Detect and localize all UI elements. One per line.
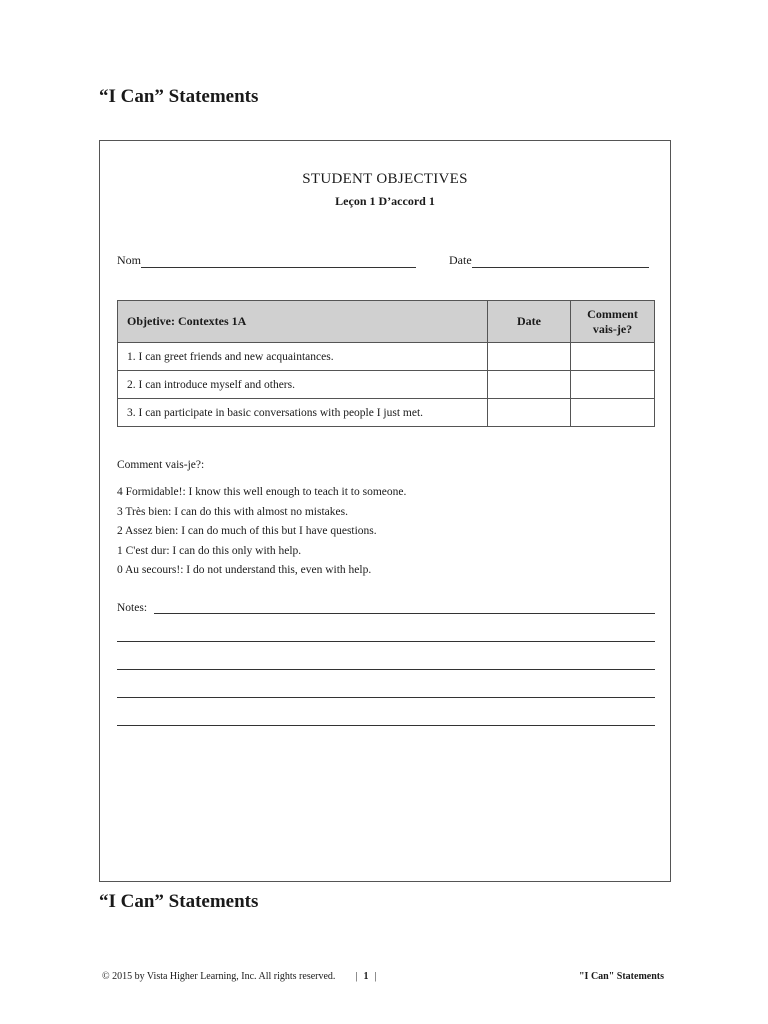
objectives-table	[117, 300, 655, 427]
notes-line[interactable]	[117, 614, 655, 642]
scale-item: 0 Au secours!: I do not understand this, even with help.	[117, 564, 372, 577]
scale-item: 4 Formidable!: I know this well enough to teach it to someone.	[117, 486, 407, 498]
header-comment-line1: Comment	[587, 306, 638, 321]
date-field[interactable]	[449, 253, 649, 268]
scale-item: 2 Assez bien: I can do much of this but I have questions.	[117, 525, 377, 538]
footer-copyright: © 2015 by Vista Higher Learning, Inc. All rights reserved.	[102, 971, 336, 982]
objective-cell: 2. I can introduce myself and others.	[118, 371, 488, 399]
table-row	[118, 371, 655, 399]
header-objective: Objetive: Contextes 1A	[118, 301, 488, 343]
header-comment-line2: vais-je?	[592, 321, 633, 336]
notes-line[interactable]	[117, 642, 655, 670]
date-line[interactable]	[472, 253, 649, 268]
date-cell[interactable]	[488, 371, 571, 399]
table-row	[118, 343, 655, 371]
comment-cell[interactable]	[571, 371, 655, 399]
scale-item: 3 Très bien: I can do this with almost no mistakes.	[117, 505, 348, 518]
notes-line[interactable]	[117, 698, 655, 726]
lesson-subtitle: Leçon 1 D’accord 1	[335, 194, 435, 208]
header-date: Date	[488, 301, 571, 343]
student-objectives-box	[99, 140, 671, 882]
page-heading-bottom: “I Can” Statements	[99, 891, 259, 912]
comment-cell[interactable]	[571, 343, 655, 371]
notes-line[interactable]	[154, 599, 655, 614]
notes-label: Notes:	[117, 602, 148, 614]
notes-line[interactable]	[117, 670, 655, 698]
header-comment	[571, 301, 655, 343]
rating-scale	[117, 459, 406, 581]
notes-section	[117, 599, 655, 726]
footer-title: "I Can" Statements	[579, 971, 664, 982]
objective-cell: 3. I can participate in basic conversations with people I just met.	[118, 399, 488, 427]
footer-page-number: | 1 |	[355, 971, 377, 982]
date-cell[interactable]	[488, 343, 571, 371]
table-row	[118, 399, 655, 427]
page-footer	[102, 971, 664, 982]
name-label: Nom	[117, 253, 141, 267]
scale-list	[117, 483, 406, 581]
page-number-value: 1	[363, 971, 369, 982]
table-header-row	[118, 301, 655, 343]
name-line[interactable]	[141, 253, 416, 268]
box-title: STUDENT OBJECTIVES	[302, 171, 468, 187]
comment-cell[interactable]	[571, 399, 655, 427]
date-cell[interactable]	[488, 399, 571, 427]
scale-heading: Comment vais-je?:	[117, 459, 205, 471]
date-label: Date	[449, 253, 472, 267]
page-heading-top: “I Can” Statements	[99, 86, 259, 107]
scale-item: 1 C'est dur: I can do this only with help.	[117, 544, 302, 557]
name-field[interactable]	[117, 253, 416, 268]
objective-cell: 1. I can greet friends and new acquaintances.	[118, 343, 488, 371]
notes-first-row	[117, 599, 655, 614]
